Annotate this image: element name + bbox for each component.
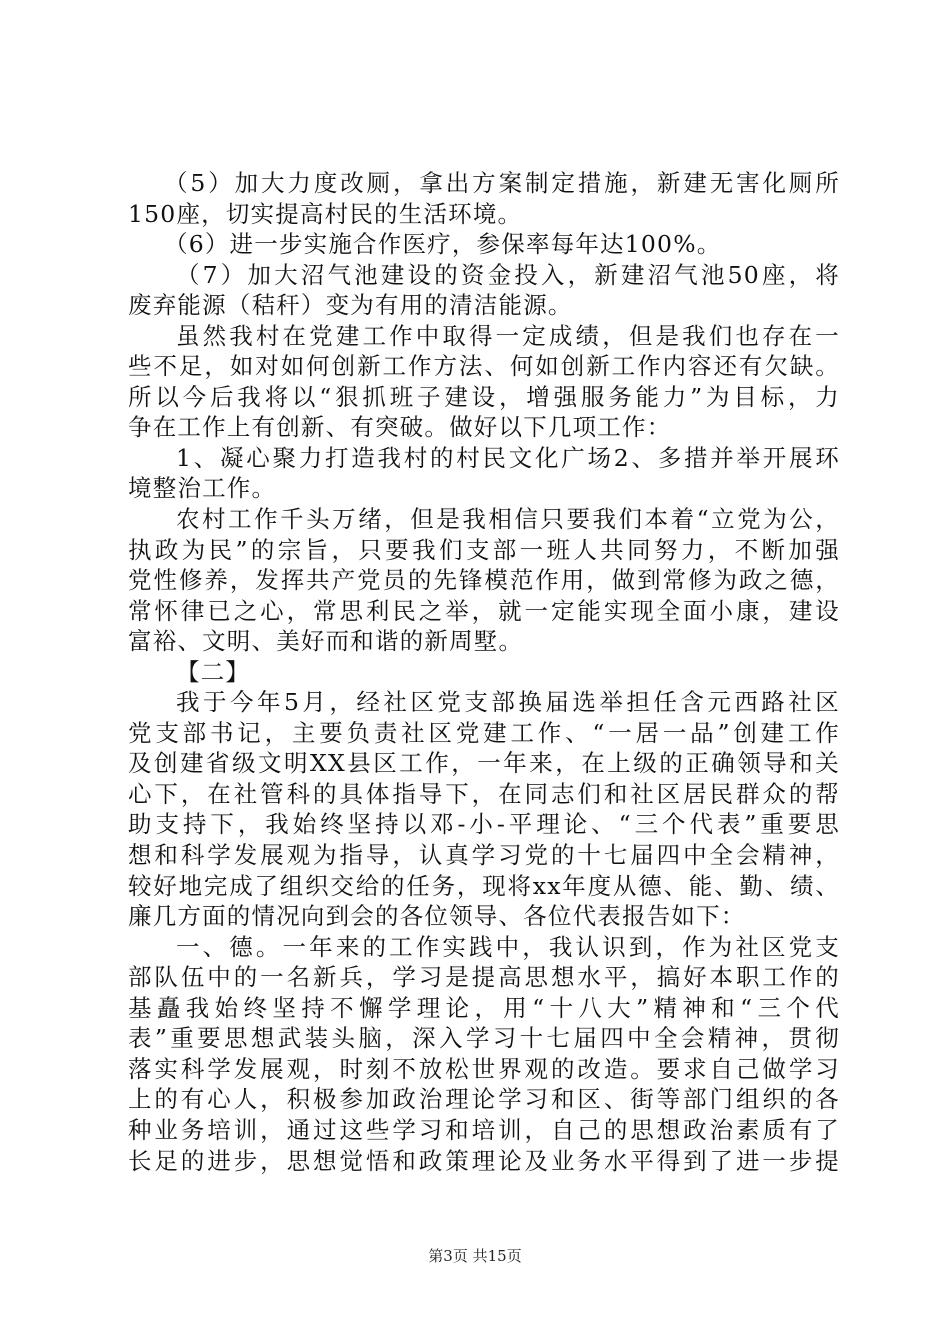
text-line: 执政为民”的宗旨，只要我们支部一班人共同努力，不断加强 — [128, 535, 840, 564]
text-line: 助支持下，我始终坚持以邓-小-平理论、“三个代表”重要思 — [128, 810, 840, 839]
text-line: 廉几方面的情况向到会的各位领导、各位代表报告如下： — [128, 902, 746, 931]
text-line: （6）进一步实施合作医疗，参保率每年达100%。 — [164, 230, 722, 259]
text-line: 一、德。一年来的工作实践中，我认识到，作为社区党支 — [176, 932, 840, 961]
text-line: 废弃能源（秸秆）变为有用的清洁能源。 — [128, 291, 573, 320]
text-line: 农村工作千头万绪，但是我相信只要我们本着“立党为公， — [176, 505, 840, 534]
text-line: （5）加大力度改厕，拿出方案制定措施，新建无害化厕所 — [164, 169, 840, 197]
text-line: 1、凝心聚力打造我村的村民文化广场2、多措并举开展环 — [176, 443, 840, 472]
text-line: 较好地完成了组织交给的任务，现将xx年度从德、能、勤、绩、 — [128, 871, 840, 900]
text-line: 党支部书记，主要负责社区党建工作、“一居一品”创建工作 — [128, 718, 840, 747]
page-footer: 第3页 共15页 — [428, 1247, 522, 1265]
text-line: 想和科学发展观为指导，认真学习党的十七届四中全会精神， — [128, 841, 840, 870]
text-line: 党性修养，发挥共产党员的先锋模范作用，做到常修为政之德， — [128, 566, 840, 595]
text-line: 【二】 — [176, 657, 251, 686]
text-line: 种业务培训，通过这些学习和培训，自己的思想政治素质有了 — [128, 1115, 840, 1144]
text-line: 150座，切实提高村民的生活环境。 — [128, 199, 523, 228]
text-line: 基矗我始终坚持不懈学理论，用“十八大”精神和“三个代 — [128, 993, 840, 1022]
text-line: 虽然我村在党建工作中取得一定成绩，但是我们也存在一 — [176, 321, 840, 350]
text-line: 些不足，如对如何创新工作方法、何如创新工作内容还有欠缺。 — [128, 352, 840, 381]
text-line: 上的有心人，积极参加政治理论学习和区、街等部门组织的各 — [128, 1085, 840, 1114]
text-line: 落实科学发展观，时刻不放松世界观的改造。要求自己做学习 — [128, 1054, 840, 1083]
text-line: 表”重要思想武装头脑，深入学习十七届四中全会精神，贯彻 — [128, 1024, 840, 1053]
text-line: 争在工作上有创新、有突破。做好以下几项工作： — [128, 413, 672, 442]
text-line: 所以今后我将以“狠抓班子建设，增强服务能力”为目标，力 — [128, 382, 840, 411]
text-line: 境整治工作。 — [128, 474, 277, 503]
text-line: （7）加大沼气池建设的资金投入，新建沼气池50座，将 — [176, 260, 840, 289]
text-line: 及创建省级文明XX县区工作，一年来，在上级的正确领导和关 — [128, 749, 840, 778]
text-line: 富裕、文明、美好而和谐的新周墅。 — [128, 627, 524, 656]
text-line: 常怀律已之心，常思利民之举，就一定能实现全面小康，建设 — [128, 596, 840, 625]
text-line: 我于今年5月，经社区党支部换届选举担任含元西路社区 — [176, 688, 840, 717]
text-line: 部队伍中的一名新兵，学习是提高思想水平，搞好本职工作的 — [128, 963, 840, 992]
text-line: 长足的进步，思想觉悟和政策理论及业务水平得到了进一步提 — [128, 1146, 840, 1175]
text-line: 心下，在社管科的具体指导下，在同志们和社区居民群众的帮 — [128, 779, 840, 808]
document-body — [128, 168, 840, 1176]
